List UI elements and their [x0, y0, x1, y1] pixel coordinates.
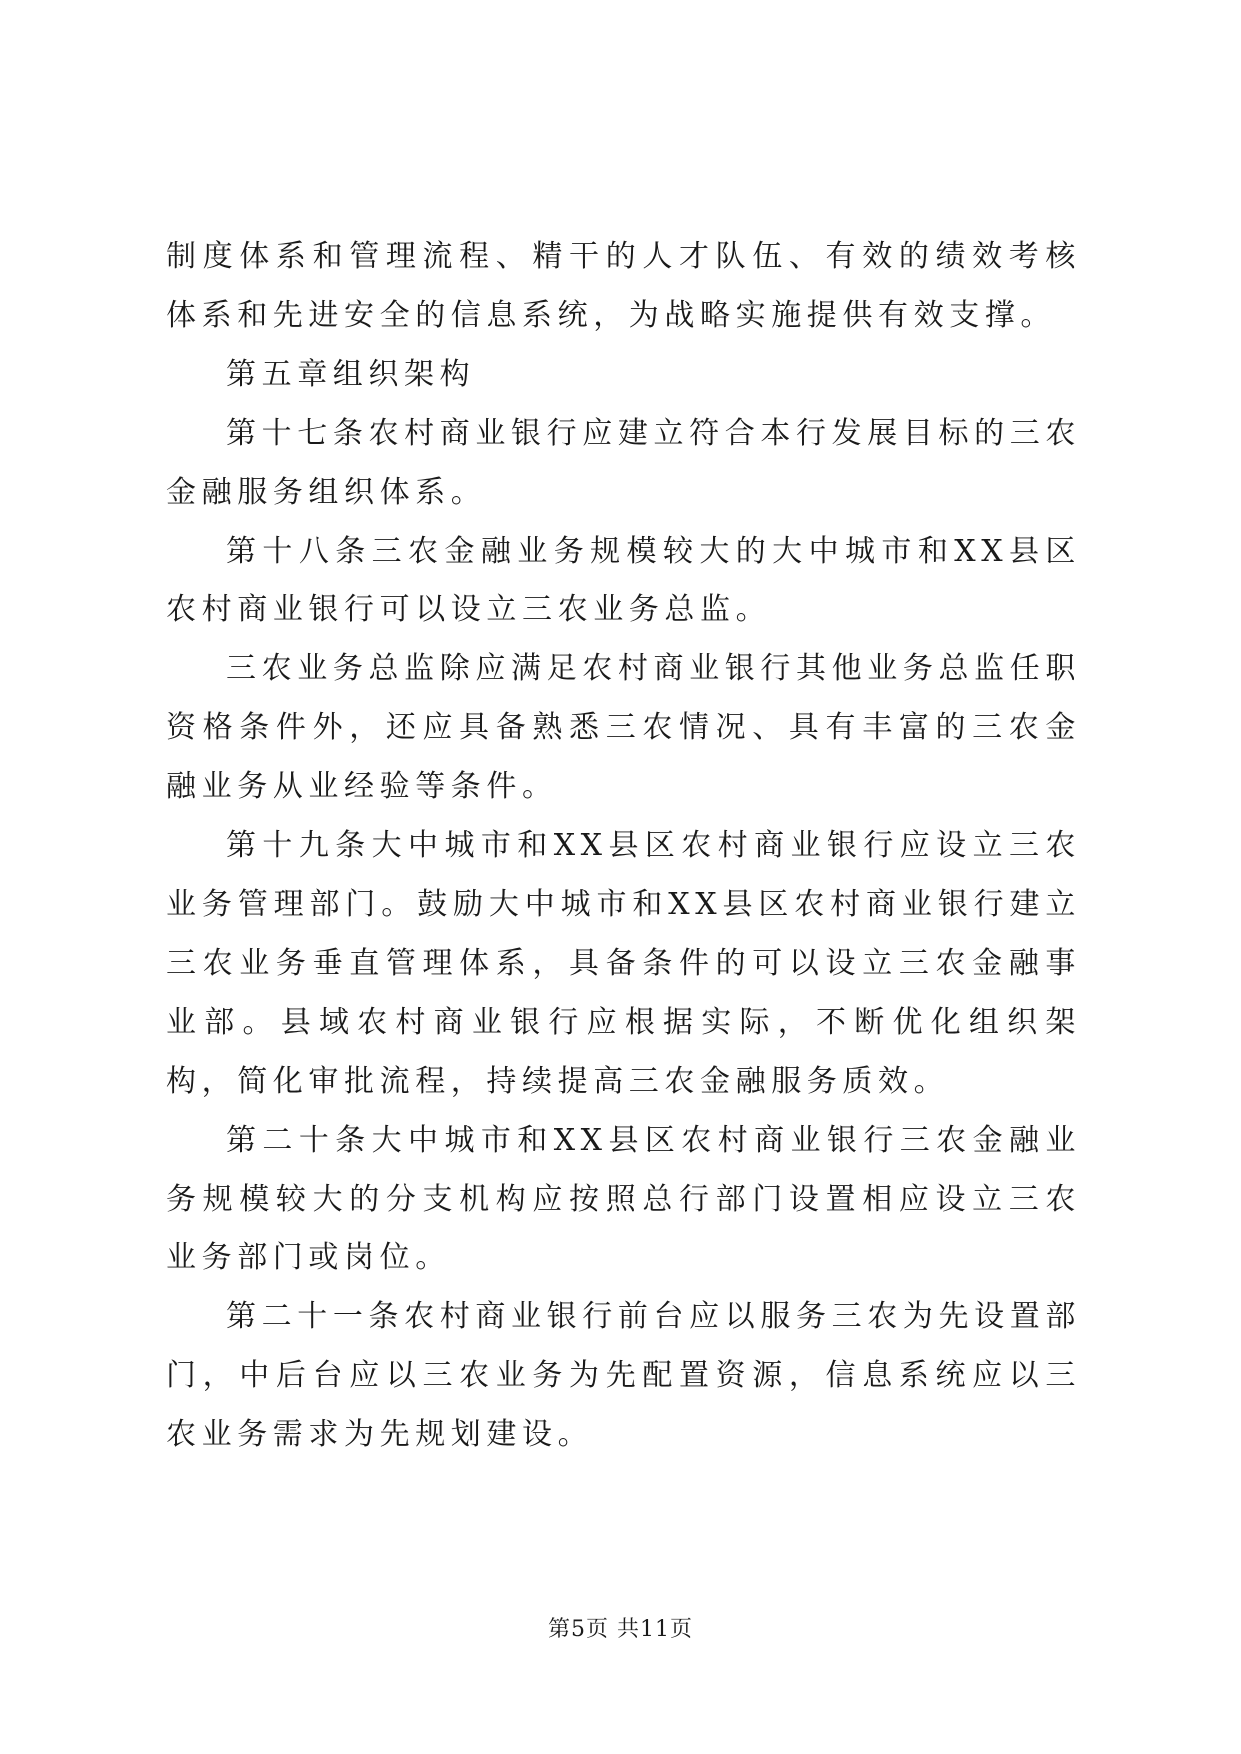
article-18: 第十八条三农金融业务规模较大的大中城市和XX县区农村商业银行可以设立三农业务总监。	[166, 533, 1081, 628]
chapter-heading: 第五章组织架构	[226, 356, 476, 392]
paragraph-continuation: 制度体系和管理流程、精干的人才队伍、有效的绩效考核体系和先进安全的信息系统，为战略实施提供有效支撑。	[166, 239, 1081, 333]
page-number-footer: 第5页 共11页	[548, 1617, 693, 1642]
document-body	[166, 228, 1081, 1465]
article-19: 第十九条大中城市和XX县区农村商业银行应设立三农业务管理部门。鼓励大中城市和XX县区农村商业银行建立三农业务垂直管理体系，具备条件的可以设立三农金融事业部。县域农村商业银行应根据实际，不断优化组织架构，简化审批流程，持续提高三农金融服务质效。	[166, 828, 1081, 1099]
article-21: 第二十一条农村商业银行前台应以服务三农为先设置部门，中后台应以三农业务为先配置资源，信息系统应以三农业务需求为先规划建设。	[166, 1299, 1081, 1453]
article-17: 第十七条农村商业银行应建立符合本行发展目标的三农金融服务组织体系。	[166, 415, 1081, 510]
article-18-detail: 三农业务总监除应满足农村商业银行其他业务总监任职资格条件外，还应具备熟悉三农情况、具有丰富的三农金融业务从业经验等条件。	[166, 651, 1081, 805]
article-20: 第二十条大中城市和XX县区农村商业银行三农金融业务规模较大的分支机构应按照总行部门设置相应设立三农业务部门或岗位。	[166, 1122, 1081, 1276]
